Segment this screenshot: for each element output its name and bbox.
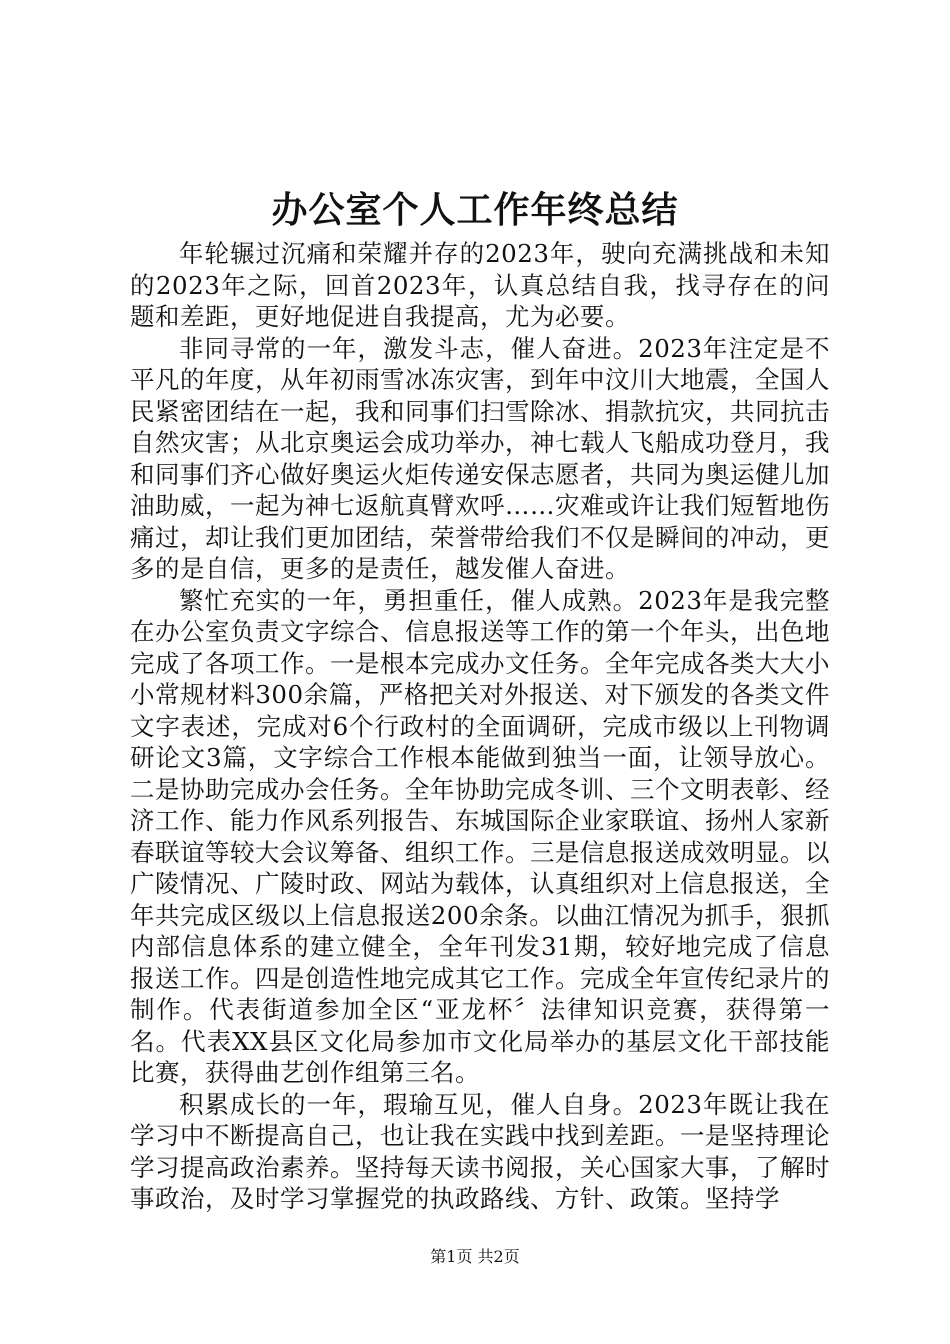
page-number-footer: 第1页 共2页 [430,1247,520,1266]
paragraph-growth-year: 积累成长的一年，瑕瑜互见，催人自身。2023年既让我在学习中不断提高自己，也让我在实践中找到差距。一是坚持理论学习提高政治素养。坚持每天读书阅报，关心国家大事，了解时事政治，及时学习掌握党的执政路线、方针、政策。坚持学 [130,1089,830,1213]
paragraph-busy-year: 繁忙充实的一年，勇担重任，催人成熟。2023年是我完整在办公室负责文字综合、信息报送等工作的第一个年头，出色地完成了各项工作。一是根本完成办文任务。全年完成各类大大小小常规材料300余篇，严格把关对外报送、对下颁发的各类文件文字表述，完成对6个行政村的全面调研，完成市级以上刊物调研论文3篇，文字综合工作根本能做到独当一面，让领导放心。二是协助完成办会任务。全年协助完成冬训、三个文明表彰、经济工作、能力作风系列报告、东城国际企业家联谊、扬州人家新春联谊等较大会议筹备、组织工作。三是信息报送成效明显。以广陵情况、广陵时政、网站为载体，认真组织对上信息报送，全年共完成区级以上信息报送200余条。以曲江情况为抓手，狠抓内部信息体系的建立健全，全年刊发31期，较好地完成了信息报送工作。四是创造性地完成其它工作。完成全年宣传纪录片的制作。代表街道参加全区“亚龙杯〞法律知识竞赛，获得第一名。代表XX县区文化局参加市文化局举办的基层文化干部技能比赛，获得曲艺创作组第三名。 [130,585,830,1087]
document-body [130,238,830,1215]
document-title: 办公室个人工作年终总结 [271,189,679,231]
paragraph-extraordinary-year: 非同寻常的一年，激发斗志，催人奋进。2023年注定是不平凡的年度，从年初雨雪冰冻灾害，到年中汶川大地震，全国人民紧密团结在一起，我和同事们扫雪除冰、捐款抗灾，共同抗击自然灾害；从北京奥运会成功举办，神七载人飞船成功登月，我和同事们齐心做好奥运火炬传递安保志愿者，共同为奥运健儿加油助威，一起为神七返航真臂欢呼……灾难或许让我们短暂地伤痛过，却让我们更加团结，荣誉带给我们不仅是瞬间的冲动，更多的是自信，更多的是责任，越发催人奋进。 [130,333,830,583]
paragraph-intro: 年轮辗过沉痛和荣耀并存的2023年，驶向充满挑战和未知的2023年之际，回首2023年，认真总结自我，找寻存在的问题和差距，更好地促进自我提高，尤为必要。 [130,239,830,331]
